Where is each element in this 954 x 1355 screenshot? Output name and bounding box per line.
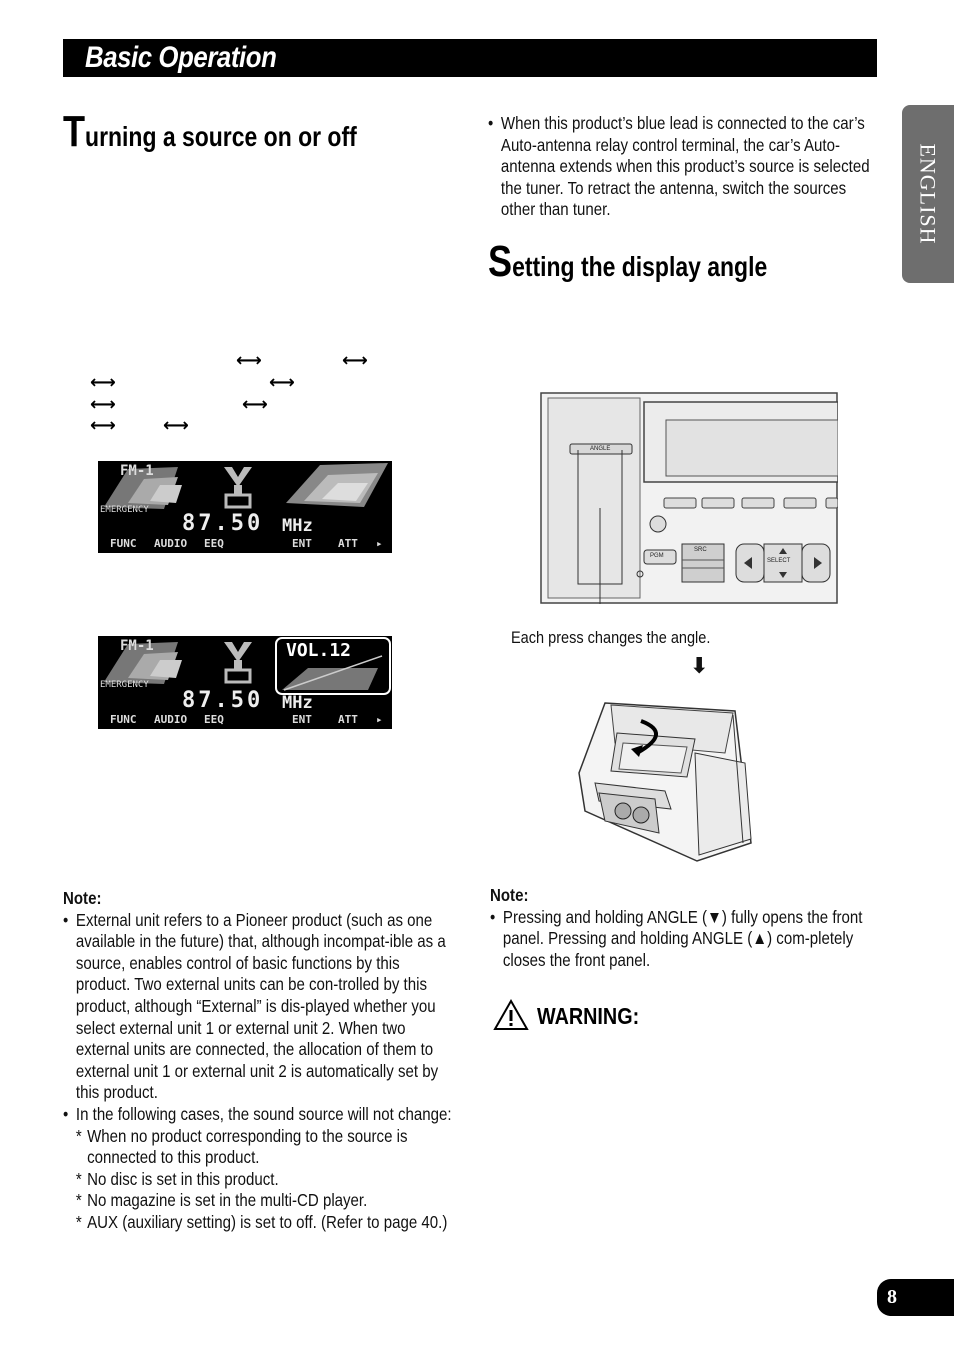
lcd-menu-eeq: EEQ (204, 537, 224, 550)
double-arrow-icon: ⟷ (269, 372, 295, 392)
warning-icon (493, 999, 533, 1033)
lcd-unit: MHz (282, 516, 313, 536)
note-bullet: • Pressing and holding ANGLE (▼) fully opens the front panel. Pressing and holding ANGLE (▲) com-pletely closes the front panel. (490, 906, 863, 970)
lcd-arrow-right-icon: ▸ (376, 537, 383, 550)
lcd-frequency: 87.50 (182, 688, 264, 713)
note-sub-item: * When no product corresponding to the source is connected to this product. (75, 1125, 408, 1168)
note-label: Note: (63, 888, 102, 908)
double-arrow-icon: ⟷ (242, 394, 268, 414)
note-bullet: • External unit refers to a Pioneer product (such as one available in the future) that, although incompat-ible as a source, enables control of basic functions by this product. Two external units can be con-trolled by this product, although “External” is dis-played whether you select external unit 1 or external unit 2. When two external units are connected, the allocation of them to external unit 1 or external unit 2 is automatically set by this product. (63, 909, 446, 1103)
lcd-menu-audio: AUDIO (154, 713, 188, 726)
double-arrow-icon: ⟷ (163, 415, 189, 435)
double-arrow-icon: ⟷ (90, 394, 116, 414)
page-number-tab (877, 1279, 954, 1316)
lcd-band: FM-1 (120, 463, 154, 479)
double-arrow-icon: ⟷ (236, 350, 262, 370)
tilted-panel-illustration (575, 693, 757, 863)
lcd-menu-att: ATT (338, 713, 358, 726)
language-tab (902, 105, 954, 283)
angle-button[interactable]: ANGLE (590, 446, 611, 452)
note-source (63, 888, 452, 1234)
lcd-menu-ent: ENT (292, 713, 312, 726)
heading-rest: etting the display angle (512, 251, 768, 282)
select-button[interactable]: SELECT (767, 558, 791, 564)
section-heading-display-angle (488, 237, 768, 286)
lcd-display-volume (98, 636, 392, 729)
lcd-arrow-right-icon: ▸ (376, 713, 383, 726)
page-title: Basic Operation (85, 41, 277, 74)
heading-rest: urning a source on or off (85, 121, 357, 152)
note-sub-item: * No disc is set in this product. (75, 1168, 279, 1189)
lcd-display-tuner (98, 461, 392, 553)
header-bar (63, 39, 877, 77)
lcd-volume: VOL.12 (286, 640, 352, 661)
lcd-menu-func: FUNC (110, 713, 137, 726)
note-bullet: • In the following cases, the sound source will not change: (63, 1103, 452, 1124)
front-panel-illustration (540, 392, 838, 604)
lcd-menu-eeq: EEQ (204, 713, 224, 726)
note-sub-item: * AUX (auxiliary setting) is set to off. (Refer to page 40.) (75, 1211, 448, 1232)
lcd-frequency: 87.50 (182, 511, 264, 536)
src-button[interactable]: SRC (694, 547, 707, 553)
antenna-bullet: • When this product’s blue lead is connected to the car’s Auto-antenna relay control terminal, the car’s Auto-antenna extends when this product’s source is selected the tuner. To retract the antenna, switch the sources other than tuner. (488, 113, 870, 220)
page-number: 8 (887, 1286, 897, 1308)
lcd-band: FM-1 (120, 638, 154, 654)
lcd-menu-func: FUNC (110, 537, 137, 550)
down-arrow-icon: ⬇ (690, 653, 709, 678)
heading-initial: S (488, 237, 513, 286)
section-heading-turning-source (63, 107, 357, 156)
angle-caption: Each press changes the angle. (511, 629, 711, 647)
lcd-menu-audio: AUDIO (154, 537, 188, 550)
double-arrow-icon: ⟷ (90, 372, 116, 392)
lcd-emergency: EMERGENCY (100, 505, 149, 515)
antenna-bullet-text: When this product’s blue lead is connected to the car’s Auto-antenna relay control terminal, the car’s Auto-antenna extends when this product’s source is selected the tuner. To retract the antenna, switch the sources other than tuner. (500, 113, 870, 220)
pgm-button[interactable]: PGM (650, 553, 664, 559)
note-angle (490, 885, 879, 971)
lcd-unit: MHz (282, 693, 313, 713)
lcd-menu-ent: ENT (292, 537, 312, 550)
lcd-emergency: EMERGENCY (100, 680, 149, 690)
double-arrow-icon: ⟷ (342, 350, 368, 370)
note-label: Note: (490, 885, 529, 905)
note-sub-item: * No magazine is set in the multi-CD player. (75, 1190, 368, 1211)
double-arrow-icon: ⟷ (90, 415, 116, 435)
language-tab-label: ENGLISH (916, 143, 942, 245)
lcd-menu-att: ATT (338, 537, 358, 550)
heading-initial: T (63, 107, 86, 156)
warning-heading: WARNING: (537, 1003, 640, 1029)
